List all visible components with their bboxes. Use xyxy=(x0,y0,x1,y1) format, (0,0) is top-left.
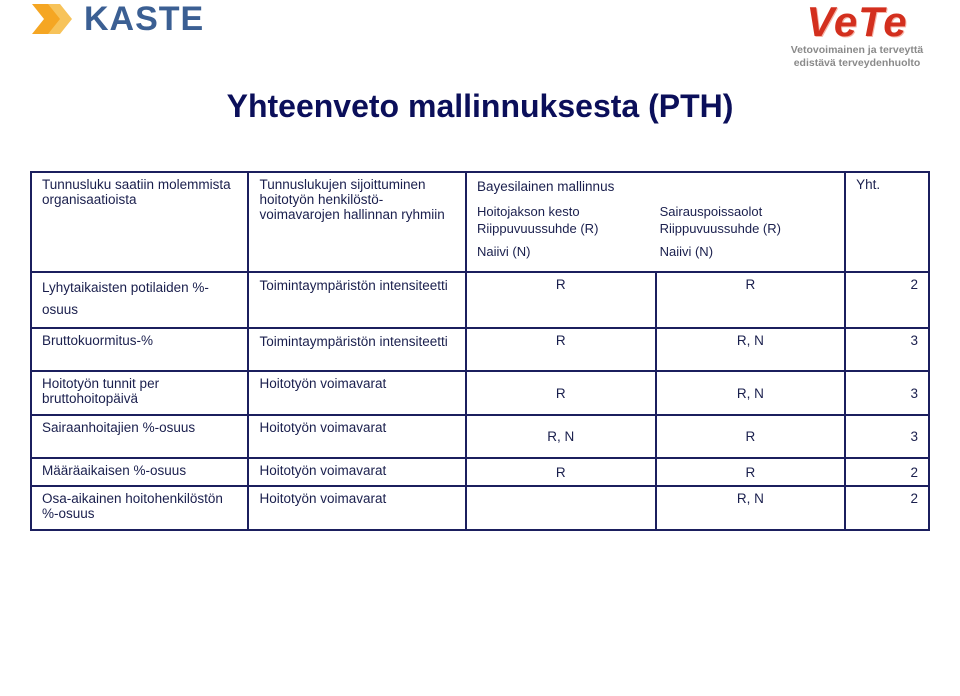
table-row xyxy=(31,486,929,530)
row-label: Bruttokuormitus-% xyxy=(31,328,248,371)
header-yht-label: Yht. xyxy=(856,177,881,192)
row-sairaus: R, N xyxy=(656,328,846,371)
table-row xyxy=(31,272,929,328)
header-group xyxy=(248,172,466,272)
row-label: Osa-aikainen hoitohenkilöstön %-osuus xyxy=(31,486,248,530)
sairaus-dep-label: Riippuvuussuhde (R) xyxy=(659,221,781,236)
row-group: Hoitotyön voimavarat xyxy=(248,486,466,530)
row-yht: 2 xyxy=(845,272,929,328)
kaste-logo-text: KASTE xyxy=(84,0,205,38)
row-yht: 3 xyxy=(845,371,929,415)
row-group: Toimintaympäristön intensiteetti xyxy=(248,272,466,328)
summary-table xyxy=(30,171,930,531)
row-label: Lyhytaikaisten potilaiden %-osuus xyxy=(31,272,248,328)
row-hoitojakso xyxy=(466,486,656,530)
header-hoitojakso xyxy=(477,203,652,260)
row-hoitojakso: R xyxy=(466,458,656,486)
vete-tagline-2: edistävä terveydenhuolto xyxy=(793,57,921,69)
row-group: Hoitotyön voimavarat xyxy=(248,371,466,415)
header-org-label: Tunnusluku saatiin molemmista organisaatioista xyxy=(42,177,231,207)
hoitojakso-naive-label: Naiivi (N) xyxy=(477,244,531,259)
row-label: Sairaanhoitajien %-osuus xyxy=(31,415,248,458)
row-label: Hoitotyön tunnit per bruttohoitopäivä xyxy=(31,371,248,415)
row-hoitojakso: R xyxy=(466,328,656,371)
row-yht: 2 xyxy=(845,458,929,486)
table-row xyxy=(31,328,929,371)
sairaus-label: Sairauspoissaolot xyxy=(659,204,763,219)
row-hoitojakso: R xyxy=(466,371,656,415)
row-yht: 2 xyxy=(845,486,929,530)
row-group: Hoitotyön voimavarat xyxy=(248,415,466,458)
hoitojakso-label: Hoitojakson kesto xyxy=(477,204,580,219)
header-sairaus xyxy=(652,203,835,260)
row-label: Määräaikaisen %-osuus xyxy=(31,458,248,486)
row-sairaus: R xyxy=(656,415,846,458)
header-org xyxy=(31,172,248,272)
row-sairaus: R, N xyxy=(656,371,846,415)
vete-tagline-1: Vetovoimainen ja terveyttä xyxy=(790,44,924,56)
row-sairaus: R xyxy=(656,458,846,486)
table-row xyxy=(31,371,929,415)
row-group: Hoitotyön voimavarat xyxy=(248,458,466,486)
row-sairaus: R, N xyxy=(656,486,846,530)
table-header-row xyxy=(31,172,929,272)
hoitojakso-dep-label: Riippuvuussuhde (R) xyxy=(477,221,599,236)
kaste-logo-icon xyxy=(32,4,74,34)
header-group-label: Tunnuslukujen sijoittuminen hoitotyön henkilöstö-voimavarojen hallinnan ryhmiin xyxy=(259,177,445,222)
header-bayes xyxy=(466,172,845,272)
vete-logo xyxy=(782,0,932,70)
row-hoitojakso: R xyxy=(466,272,656,328)
table-row xyxy=(31,458,929,486)
kaste-logo xyxy=(32,2,204,36)
table-row xyxy=(31,415,929,458)
row-sairaus: R xyxy=(656,272,846,328)
sairaus-naive-label: Naiivi (N) xyxy=(659,244,714,259)
row-group: Toimintaympäristön intensiteetti xyxy=(248,328,466,371)
page-title: Yhteenveto mallinnuksesta (PTH) xyxy=(226,88,734,124)
row-yht: 3 xyxy=(845,415,929,458)
vete-logo-text: VeTe xyxy=(806,0,908,45)
header-yht xyxy=(845,172,929,272)
row-yht: 3 xyxy=(845,328,929,371)
bayes-label: Bayesilainen mallinnus xyxy=(477,179,615,194)
row-hoitojakso: R, N xyxy=(466,415,656,458)
